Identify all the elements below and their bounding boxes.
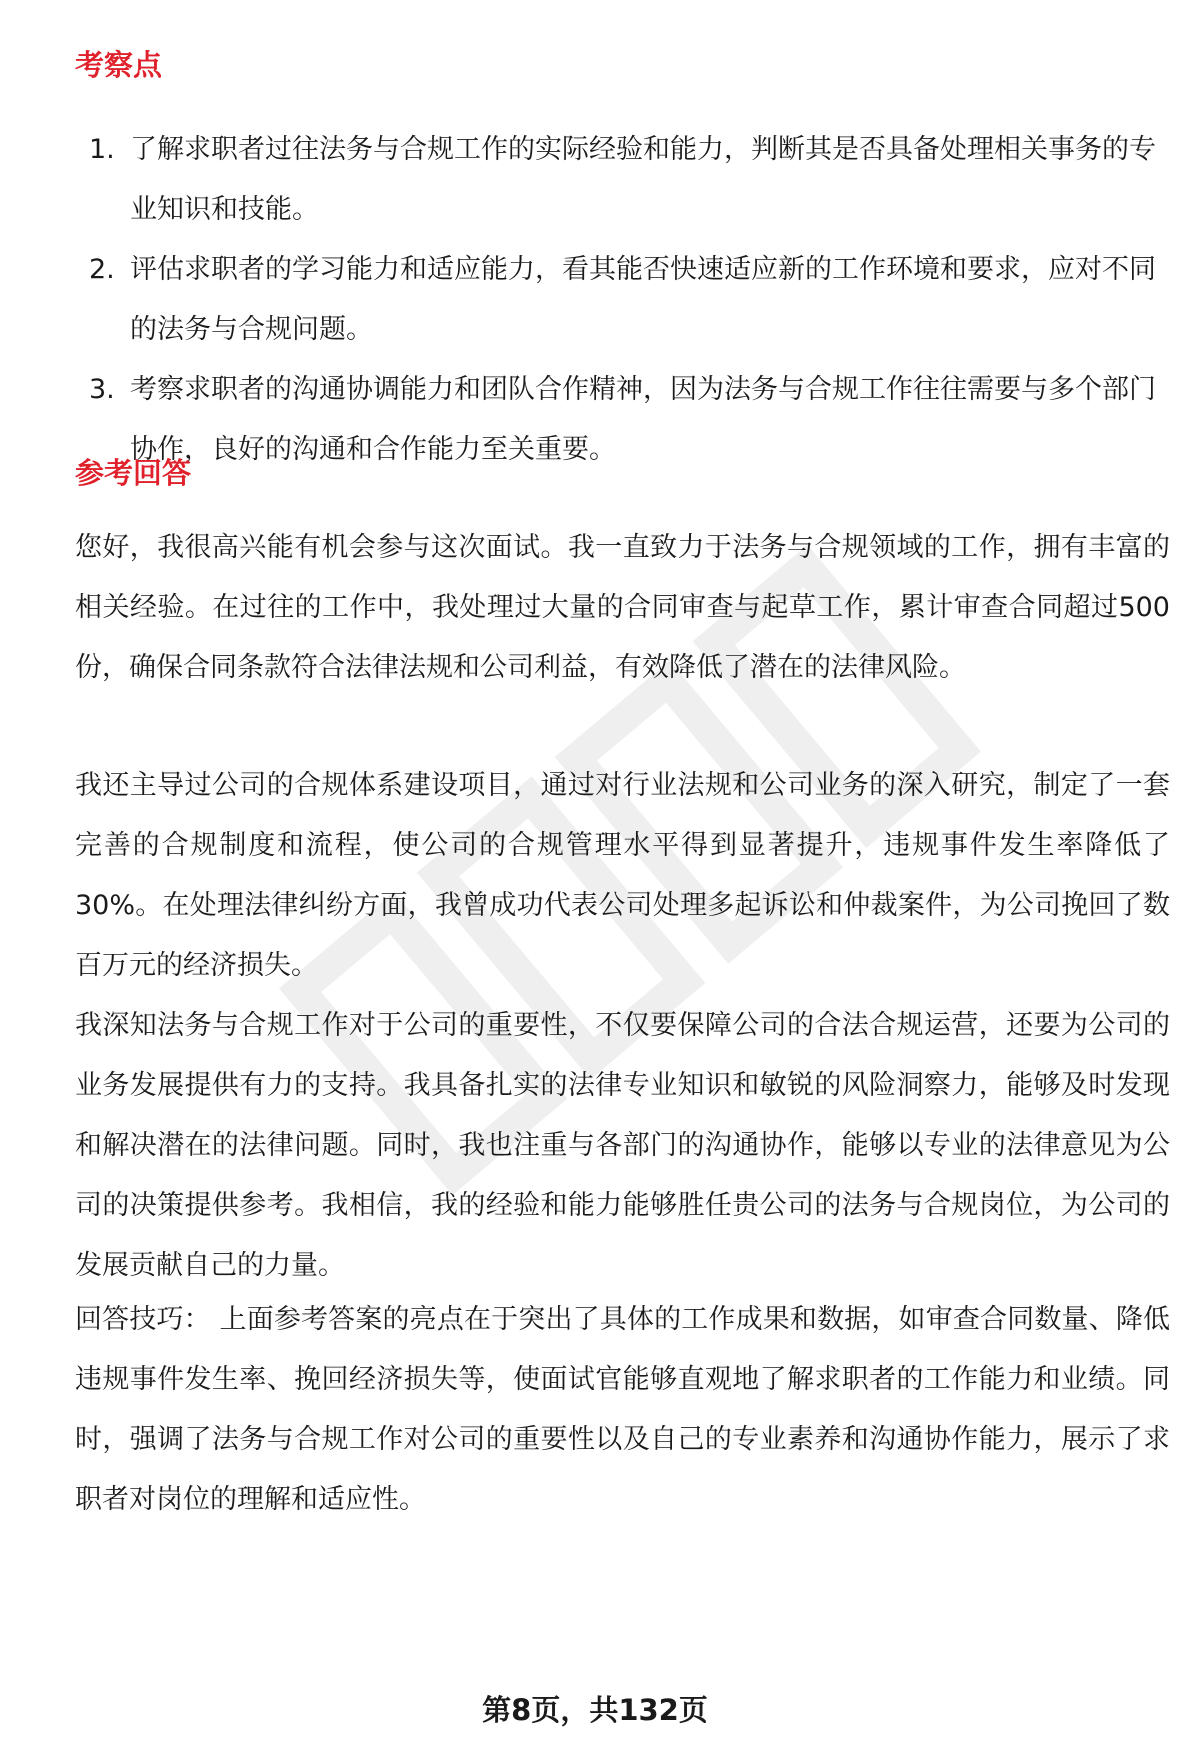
answer-paragraph: 您好，我很高兴能有机会参与这次面试。我一直致力于法务与合规领域的工作，拥有丰富的相关经验。在过往的工作中，我处理过大量的合同审查与起草工作，累计审查合同超过500份，确保合同条款符合法律法规和公司利益，有效降低了潜在的法律风险。 (75, 532, 1170, 683)
list-item-text: 了解求职者过往法务与合规工作的实际经验和能力，判断其是否具备处理相关事务的专业知识和技能。 (130, 134, 1156, 225)
list-item-number: 2. (89, 254, 115, 285)
answer-heading: 参考回答 (75, 456, 192, 490)
list-item-text: 考察求职者的沟通协调能力和团队合作精神，因为法务与合规工作往往需要与多个部门协作，良好的沟通和合作能力至关重要。 (130, 374, 1156, 465)
focus-list (75, 120, 1165, 480)
list-item (75, 360, 1165, 480)
answer-paragraph: 我深知法务与合规工作对于公司的重要性，不仅要保障公司的合法合规运营，还要为公司的业务发展提供有力的支持。我具备扎实的法律专业知识和敏锐的风险洞察力，能够及时发现和解决潜在的法律问题。同时，我也注重与各部门的沟通协作，能够以专业的法律意见为公司的决策提供参考。我相信，我的经验和能力能够胜任贵公司的法务与合规岗位，为公司的发展贡献自己的力量。 (75, 1010, 1170, 1281)
list-item-number: 3. (89, 374, 115, 405)
page-number: 第8页，共132页 (482, 1693, 708, 1727)
answer-paragraph: 我还主导过公司的合规体系建设项目，通过对行业法规和公司业务的深入研究，制定了一套完善的合规制度和流程，使公司的合规管理水平得到显著提升，违规事件发生率降低了30%。在处理法律纠纷方面，我曾成功代表公司处理多起诉讼和仲裁案件，为公司挽回了数百万元的经济损失。 (75, 770, 1170, 981)
list-item-text: 评估求职者的学习能力和适应能力，看其能否快速适应新的工作环境和要求，应对不同的法务与合规问题。 (130, 254, 1156, 345)
focus-heading: 考察点 (75, 48, 163, 82)
answer-tips-paragraph: 回答技巧： 上面参考答案的亮点在于突出了具体的工作成果和数据，如审查合同数量、降低违规事件发生率、挽回经济损失等，使面试官能够直观地了解求职者的工作能力和业绩。同时，强调了法务与合规工作对公司的重要性以及自己的专业素养和沟通协作能力，展示了求职者对岗位的理解和适应性。 (75, 1304, 1170, 1515)
list-item (75, 120, 1165, 240)
list-item (75, 240, 1165, 360)
list-item-number: 1. (89, 134, 115, 165)
